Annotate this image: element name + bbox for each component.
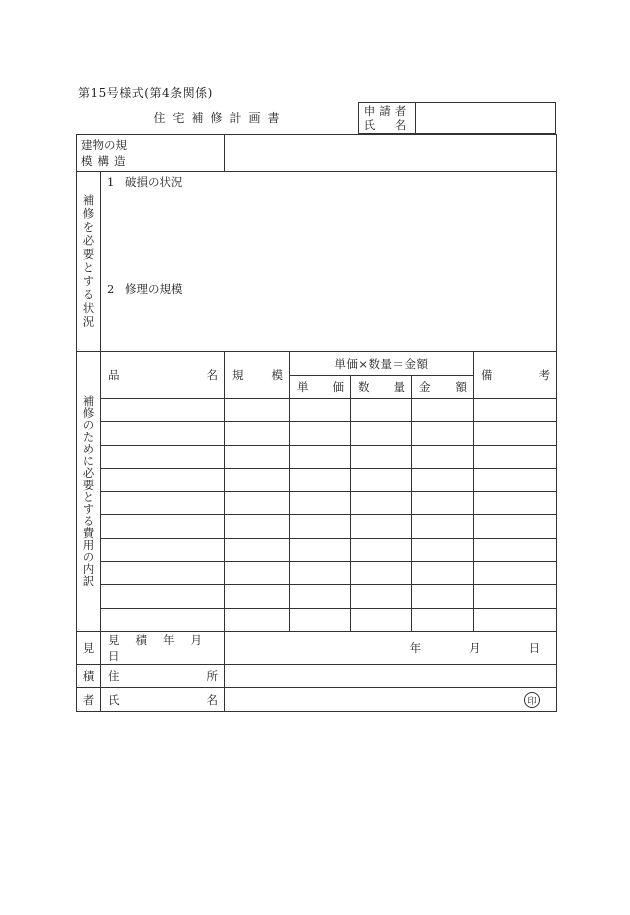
cost-cell[interactable] bbox=[101, 515, 225, 538]
cost-cell[interactable] bbox=[474, 445, 557, 468]
applicant-box bbox=[358, 102, 556, 134]
cost-cell[interactable] bbox=[351, 585, 412, 608]
estimate-date-label: 見積年月日 bbox=[101, 631, 225, 664]
name-label: 氏 名 bbox=[101, 688, 225, 712]
cost-cell[interactable] bbox=[412, 562, 474, 585]
cost-cell[interactable] bbox=[474, 515, 557, 538]
repair-plan-table bbox=[76, 134, 557, 712]
section1-label-cell bbox=[77, 172, 101, 352]
section2-label-cell bbox=[77, 352, 101, 632]
cost-cell[interactable] bbox=[290, 492, 351, 515]
cost-cell[interactable] bbox=[101, 492, 225, 515]
building-structure-field[interactable] bbox=[225, 135, 557, 172]
table-row bbox=[77, 585, 557, 608]
cost-cell[interactable] bbox=[412, 445, 474, 468]
cost-cell[interactable] bbox=[101, 608, 225, 631]
table-row bbox=[77, 562, 557, 585]
building-label-cell bbox=[77, 135, 225, 172]
cost-cell[interactable] bbox=[290, 538, 351, 561]
header-unit-price: 単 価 bbox=[290, 376, 351, 399]
cost-cell[interactable] bbox=[290, 608, 351, 631]
estimate-date-field[interactable] bbox=[225, 631, 557, 664]
cost-cell[interactable] bbox=[412, 608, 474, 631]
cost-cell[interactable] bbox=[474, 585, 557, 608]
cost-cell[interactable] bbox=[225, 492, 290, 515]
cost-cell[interactable] bbox=[225, 445, 290, 468]
cost-cell[interactable] bbox=[412, 399, 474, 422]
cost-cell[interactable] bbox=[225, 399, 290, 422]
cost-cell[interactable] bbox=[351, 492, 412, 515]
section2-label: 補修のために必要とする費用の内訳 bbox=[81, 395, 96, 588]
cost-cell[interactable] bbox=[101, 399, 225, 422]
repair-scale-heading: 2 修理の規模 bbox=[107, 282, 183, 296]
form-number-label: 第15号様式(第4条関係) bbox=[78, 86, 213, 100]
cost-cell[interactable] bbox=[474, 538, 557, 561]
header-formula: 単価×数量＝金額 bbox=[290, 352, 474, 376]
address-label: 住 所 bbox=[101, 664, 225, 688]
cost-cell[interactable] bbox=[412, 538, 474, 561]
cost-cell[interactable] bbox=[225, 468, 290, 491]
table-row bbox=[77, 468, 557, 491]
estimator-name-field[interactable] bbox=[225, 688, 557, 712]
building-label-line1: 建物の規 bbox=[81, 138, 127, 152]
cost-cell[interactable] bbox=[101, 422, 225, 445]
cost-cell[interactable] bbox=[474, 562, 557, 585]
cost-cell[interactable] bbox=[290, 399, 351, 422]
cost-cell[interactable] bbox=[101, 445, 225, 468]
table-row bbox=[77, 422, 557, 445]
cost-cell[interactable] bbox=[101, 562, 225, 585]
cost-cell[interactable] bbox=[290, 468, 351, 491]
cost-cell[interactable] bbox=[351, 515, 412, 538]
header-quantity: 数 量 bbox=[351, 376, 412, 399]
cost-cell[interactable] bbox=[101, 585, 225, 608]
cost-cell[interactable] bbox=[412, 422, 474, 445]
applicant-label-line2: 氏 名 bbox=[363, 118, 411, 132]
damage-status-heading: 1 破損の状況 bbox=[107, 175, 183, 189]
cost-cell[interactable] bbox=[474, 608, 557, 631]
estimator-label-2: 積 bbox=[77, 664, 101, 688]
table-row bbox=[77, 515, 557, 538]
cost-cell[interactable] bbox=[225, 585, 290, 608]
day-label: 日 bbox=[528, 640, 541, 655]
cost-cell[interactable] bbox=[474, 399, 557, 422]
cost-cell[interactable] bbox=[351, 608, 412, 631]
cost-cell[interactable] bbox=[412, 585, 474, 608]
year-label: 年 bbox=[409, 640, 422, 655]
estimator-label-1: 見 bbox=[77, 631, 101, 664]
cost-cell[interactable] bbox=[225, 608, 290, 631]
cost-cell[interactable] bbox=[412, 468, 474, 491]
section1-content[interactable] bbox=[101, 172, 557, 352]
cost-cell[interactable] bbox=[351, 538, 412, 561]
cost-cell[interactable] bbox=[290, 422, 351, 445]
section1-label: 補修を必要とする状況 bbox=[81, 194, 96, 329]
cost-cell[interactable] bbox=[225, 562, 290, 585]
cost-cell[interactable] bbox=[290, 515, 351, 538]
cost-cell[interactable] bbox=[351, 562, 412, 585]
cost-cell[interactable] bbox=[474, 468, 557, 491]
cost-cell[interactable] bbox=[351, 399, 412, 422]
table-row bbox=[77, 538, 557, 561]
estimator-label-3: 者 bbox=[77, 688, 101, 712]
header-item-name: 品 名 bbox=[101, 352, 225, 399]
cost-cell[interactable] bbox=[225, 422, 290, 445]
document-title: 住宅補修計画書 bbox=[153, 111, 287, 125]
applicant-name-field[interactable] bbox=[416, 103, 555, 133]
cost-cell[interactable] bbox=[101, 538, 225, 561]
header-remarks: 備 考 bbox=[474, 352, 557, 399]
cost-cell[interactable] bbox=[290, 585, 351, 608]
table-row bbox=[77, 492, 557, 515]
cost-cell[interactable] bbox=[225, 538, 290, 561]
building-label-line2: 模構造 bbox=[81, 154, 131, 168]
cost-cell[interactable] bbox=[474, 492, 557, 515]
applicant-label bbox=[359, 103, 416, 133]
table-row bbox=[77, 608, 557, 631]
cost-cell[interactable] bbox=[351, 468, 412, 491]
address-field[interactable] bbox=[225, 664, 557, 688]
cost-cell[interactable] bbox=[351, 445, 412, 468]
header-scale: 規 模 bbox=[225, 352, 290, 399]
cost-cell[interactable] bbox=[290, 445, 351, 468]
cost-cell[interactable] bbox=[290, 562, 351, 585]
table-row bbox=[77, 399, 557, 422]
month-label: 月 bbox=[469, 640, 481, 655]
cost-cell[interactable] bbox=[225, 515, 290, 538]
cost-cell[interactable] bbox=[412, 492, 474, 515]
cost-cell[interactable] bbox=[474, 422, 557, 445]
applicant-label-line1: 申請者 bbox=[363, 104, 411, 118]
seal-icon: 印 bbox=[524, 692, 540, 708]
table-row bbox=[77, 445, 557, 468]
cost-cell[interactable] bbox=[101, 468, 225, 491]
cost-cell[interactable] bbox=[351, 422, 412, 445]
cost-cell[interactable] bbox=[412, 515, 474, 538]
header-amount: 金 額 bbox=[412, 376, 474, 399]
